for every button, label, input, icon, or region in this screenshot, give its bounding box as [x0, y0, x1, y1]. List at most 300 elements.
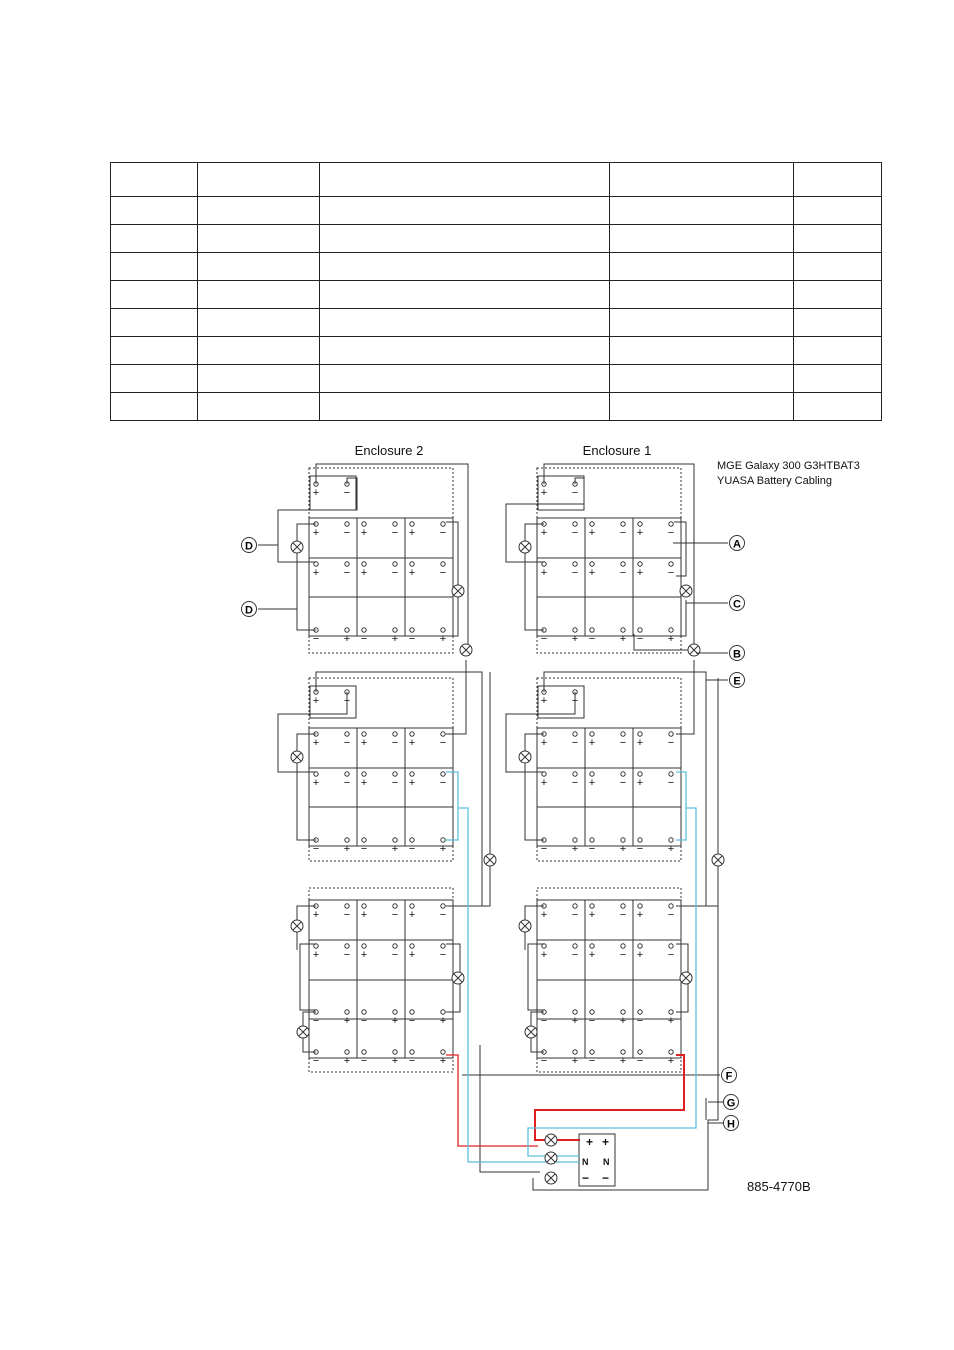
wire	[316, 464, 468, 650]
breaker-plus-right: +	[602, 1135, 610, 1149]
callout-d-upper	[242, 538, 257, 553]
fuse-symbol	[452, 585, 464, 597]
terminal-polarity-mark: +	[391, 1055, 399, 1067]
battery-terminal	[393, 522, 397, 526]
diagram-title-line-1: MGE Galaxy 300 G3HTBAT3	[717, 460, 860, 472]
battery-terminal	[573, 1050, 577, 1054]
terminal-polarity-mark: −	[312, 1015, 320, 1027]
fuse-symbol	[460, 644, 472, 656]
battery-terminal	[590, 1010, 594, 1014]
callout-h	[724, 1116, 739, 1131]
battery-terminal	[410, 522, 414, 526]
terminal-polarity-mark: −	[619, 527, 627, 539]
svg-text:D: D	[245, 604, 253, 617]
terminal-polarity-mark: −	[571, 527, 579, 539]
terminal-polarity-mark: +	[408, 737, 416, 749]
terminal-polarity-mark: +	[571, 843, 579, 855]
battery-terminal	[573, 522, 577, 526]
battery-terminal	[573, 628, 577, 632]
terminal-polarity-mark: −	[636, 1015, 644, 1027]
battery-terminal	[410, 628, 414, 632]
terminal-polarity-mark: +	[312, 567, 320, 579]
battery-terminal	[393, 1050, 397, 1054]
callout-b	[730, 646, 745, 661]
terminal-polarity-mark: −	[667, 527, 675, 539]
terminal-polarity-mark: −	[619, 909, 627, 921]
terminal-polarity-mark: +	[540, 737, 548, 749]
terminal-polarity-mark: +	[588, 777, 596, 789]
callout-c	[730, 596, 745, 611]
terminal-polarity-mark: −	[408, 843, 416, 855]
terminal-polarity-mark: −	[360, 1055, 368, 1067]
terminal-polarity-mark: −	[408, 633, 416, 645]
terminal-polarity-mark: +	[360, 909, 368, 921]
battery-terminal	[590, 772, 594, 776]
battery-terminal	[621, 904, 625, 908]
battery-terminal	[345, 628, 349, 632]
terminal-polarity-mark: +	[588, 527, 596, 539]
battery-terminal	[410, 732, 414, 736]
callout-e	[730, 673, 745, 688]
fuse-symbol	[680, 972, 692, 984]
battery-terminal	[345, 772, 349, 776]
battery-terminal	[621, 772, 625, 776]
terminal-polarity-mark: +	[312, 527, 320, 539]
terminal-polarity-mark: +	[636, 567, 644, 579]
terminal-polarity-mark: +	[588, 567, 596, 579]
battery-terminal	[638, 1010, 642, 1014]
battery-terminal	[621, 1050, 625, 1054]
terminal-polarity-mark: +	[636, 777, 644, 789]
battery-terminal	[345, 522, 349, 526]
fuse-symbol	[680, 585, 692, 597]
terminal-polarity-mark: −	[360, 1015, 368, 1027]
battery-terminal	[362, 772, 366, 776]
terminal-polarity-mark: −	[343, 527, 351, 539]
terminal-polarity-mark: −	[391, 567, 399, 579]
callout-d-lower	[242, 602, 257, 617]
battery-terminal	[362, 628, 366, 632]
battery-terminal	[362, 562, 366, 566]
battery-terminal	[573, 904, 577, 908]
terminal-polarity-mark: +	[588, 909, 596, 921]
svg-text:G: G	[726, 1097, 736, 1110]
battery-terminal	[669, 1050, 673, 1054]
terminal-polarity-mark: +	[667, 843, 675, 855]
battery-terminal	[669, 1010, 673, 1014]
terminal-polarity-mark: +	[571, 1015, 579, 1027]
terminal-polarity-mark: −	[391, 527, 399, 539]
terminal-polarity-mark: −	[571, 777, 579, 789]
enclosure-1-middle-bank	[537, 728, 681, 846]
battery-terminal	[441, 628, 445, 632]
terminal-polarity-mark: −	[312, 843, 320, 855]
terminal-polarity-mark: −	[360, 633, 368, 645]
enclosure-2-bottom-bank	[309, 900, 453, 1058]
terminal-polarity-mark: +	[343, 1015, 351, 1027]
breaker-plus-left: +	[586, 1135, 594, 1149]
terminal-polarity-mark: +	[540, 527, 548, 539]
battery-terminal	[345, 732, 349, 736]
battery-terminal	[345, 562, 349, 566]
terminal-polarity-mark: −	[391, 949, 399, 961]
enclosure-2-middle-bank	[309, 728, 453, 846]
terminal-polarity-mark: +	[360, 527, 368, 539]
battery-terminal	[393, 628, 397, 632]
terminal-polarity-mark: −	[343, 777, 351, 789]
colored-cables	[446, 772, 696, 1162]
terminal-polarity-mark: +	[360, 777, 368, 789]
terminal-polarity-mark: −	[391, 909, 399, 921]
fuse-symbol	[545, 1172, 557, 1184]
battery-terminal	[410, 1010, 414, 1014]
terminal-polarity-mark: +	[540, 777, 548, 789]
terminal-polarity-mark: +	[636, 737, 644, 749]
terminal-polarity-mark: −	[667, 567, 675, 579]
terminal-polarity-mark: −	[439, 777, 447, 789]
battery-terminal	[573, 838, 577, 842]
terminal-polarity-mark: −	[667, 777, 675, 789]
battery-terminal	[441, 732, 445, 736]
terminal-polarity-mark: +	[312, 737, 320, 749]
battery-terminal	[669, 522, 673, 526]
wire	[316, 672, 482, 906]
terminal-polarity-mark: −	[408, 1015, 416, 1027]
fuse-symbol	[519, 751, 531, 763]
terminal-polarity-mark: −	[343, 695, 351, 707]
terminal-polarity-mark: +	[636, 909, 644, 921]
terminal-polarity-mark: +	[343, 843, 351, 855]
wire	[544, 464, 694, 650]
terminal-polarity-mark: −	[571, 567, 579, 579]
svg-text:A: A	[733, 538, 741, 551]
terminal-polarity-mark: −	[571, 487, 579, 499]
svg-text:C: C	[733, 598, 741, 611]
fuse-symbol	[484, 854, 496, 866]
battery-terminal	[362, 944, 366, 948]
terminal-polarity-mark: −	[312, 633, 320, 645]
positive-cable-enclosure-2	[446, 1055, 538, 1146]
neutral-jumper-enclosure-2	[446, 772, 458, 840]
fuse-symbol	[519, 920, 531, 932]
enclosure-2-top-bank	[309, 518, 453, 636]
battery-terminal	[590, 904, 594, 908]
positive-cable-enclosure-1	[535, 1055, 684, 1140]
fuse-symbol	[545, 1152, 557, 1164]
battery-terminal	[573, 944, 577, 948]
wire	[676, 678, 718, 906]
battery-terminal	[621, 628, 625, 632]
battery-terminal	[345, 904, 349, 908]
battery-terminal	[621, 522, 625, 526]
battery-terminal	[393, 1010, 397, 1014]
terminal-polarity-mark: +	[360, 737, 368, 749]
fuse-symbol	[545, 1134, 557, 1146]
battery-terminal	[441, 904, 445, 908]
battery-terminal	[638, 904, 642, 908]
wire	[544, 672, 706, 906]
terminal-polarity-mark: −	[408, 1055, 416, 1067]
breaker-minus-right: −	[602, 1171, 610, 1185]
battery-terminal	[393, 732, 397, 736]
battery-terminal	[345, 838, 349, 842]
battery-terminal	[441, 838, 445, 842]
battery-terminal	[638, 838, 642, 842]
battery-terminal	[669, 628, 673, 632]
battery-terminal	[345, 944, 349, 948]
neutral-cable-enclosure-1	[528, 808, 696, 1156]
terminal-polarity-mark: +	[391, 633, 399, 645]
terminal-polarity-mark: +	[408, 567, 416, 579]
terminal-polarity-mark: −	[619, 777, 627, 789]
battery-terminal	[621, 838, 625, 842]
terminal-polarity-mark: −	[343, 949, 351, 961]
terminal-polarity-mark: +	[619, 1055, 627, 1067]
fuse-symbol	[291, 920, 303, 932]
fuse-symbol	[519, 541, 531, 553]
terminal-polarity-mark: −	[343, 737, 351, 749]
svg-text:B: B	[733, 648, 741, 661]
battery-terminal	[441, 1050, 445, 1054]
battery-terminal	[410, 944, 414, 948]
terminal-polarity-mark: +	[571, 633, 579, 645]
terminal-polarity-mark: +	[312, 909, 320, 921]
terminal-polarity-mark: +	[408, 949, 416, 961]
battery-terminal	[441, 772, 445, 776]
battery-terminal	[441, 562, 445, 566]
terminal-polarity-mark: +	[636, 949, 644, 961]
terminal-polarity-mark: −	[439, 527, 447, 539]
terminal-polarity-mark: −	[540, 633, 548, 645]
terminal-polarity-mark: −	[619, 949, 627, 961]
svg-text:D: D	[245, 540, 253, 553]
terminal-polarity-mark: −	[312, 1055, 320, 1067]
callout-g	[724, 1095, 739, 1110]
battery-terminal	[441, 522, 445, 526]
enclosure-1-label: Enclosure 1	[582, 443, 652, 458]
battery-terminal	[590, 944, 594, 948]
battery-terminal	[362, 1050, 366, 1054]
wire	[674, 522, 686, 576]
battery-terminal	[393, 562, 397, 566]
terminal-polarity-mark: −	[588, 1055, 596, 1067]
battery-terminal	[669, 944, 673, 948]
battery-terminal	[669, 772, 673, 776]
terminal-polarity-mark: −	[540, 1055, 548, 1067]
diagram-title-line-2: YUASA Battery Cabling	[717, 475, 832, 487]
callout-a	[730, 536, 745, 551]
battery-terminal	[590, 1050, 594, 1054]
terminal-polarity-mark: −	[571, 695, 579, 707]
terminal-polarity-mark: +	[312, 777, 320, 789]
terminal-polarity-mark: +	[571, 1055, 579, 1067]
callout-leaders	[258, 543, 728, 1123]
part-number: 885-4770B	[747, 1179, 811, 1194]
terminal-polarity-mark: −	[636, 1055, 644, 1067]
terminal-polarity-mark: −	[343, 487, 351, 499]
battery-terminal	[441, 1010, 445, 1014]
enclosure-1-middle-outline	[537, 678, 681, 861]
enclosure-1-top-outline	[537, 468, 681, 653]
battery-terminal	[393, 838, 397, 842]
terminal-polarity-mark: +	[439, 1055, 447, 1067]
battery-terminal	[410, 562, 414, 566]
battery-terminal	[573, 772, 577, 776]
terminal-polarity-mark: −	[667, 909, 675, 921]
battery-terminal	[590, 522, 594, 526]
terminal-polarity-mark: −	[391, 737, 399, 749]
terminal-layer	[313, 482, 674, 1067]
fuse-symbol	[712, 854, 724, 866]
terminal-polarity-mark: +	[312, 695, 320, 707]
terminal-polarity-mark: +	[588, 949, 596, 961]
battery-terminal	[573, 732, 577, 736]
battery-terminal	[573, 562, 577, 566]
breaker-neutral-right: N	[603, 1157, 610, 1167]
battery-terminal	[669, 562, 673, 566]
terminal-polarity-mark: −	[619, 567, 627, 579]
terminal-polarity-mark: −	[439, 949, 447, 961]
battery-terminal	[621, 562, 625, 566]
battery-terminal	[410, 838, 414, 842]
fuse-symbol	[297, 1026, 309, 1038]
battery-terminal	[638, 562, 642, 566]
terminal-polarity-mark: −	[439, 737, 447, 749]
terminal-polarity-mark: +	[312, 949, 320, 961]
terminal-polarity-mark: +	[408, 909, 416, 921]
enclosure-2-top-outline	[309, 468, 453, 653]
battery-terminal	[638, 522, 642, 526]
terminal-polarity-mark: +	[636, 527, 644, 539]
battery-terminal	[362, 838, 366, 842]
terminal-polarity-mark: +	[667, 1015, 675, 1027]
wire	[446, 522, 458, 636]
fuse-symbol	[688, 644, 700, 656]
wire	[676, 660, 694, 734]
terminal-polarity-mark: −	[439, 567, 447, 579]
wire	[480, 1045, 540, 1172]
terminal-polarity-mark: −	[588, 843, 596, 855]
battery-terminal	[393, 944, 397, 948]
terminal-polarity-mark: −	[636, 633, 644, 645]
wire	[446, 660, 466, 734]
terminal-polarity-mark: +	[391, 1015, 399, 1027]
battery-terminal	[638, 732, 642, 736]
terminal-polarity-mark: +	[439, 843, 447, 855]
battery-terminal	[410, 904, 414, 908]
battery-terminal	[638, 772, 642, 776]
terminal-polarity-mark: −	[619, 737, 627, 749]
battery-terminal	[441, 944, 445, 948]
fuse-symbol	[291, 751, 303, 763]
terminal-polarity-mark: −	[343, 909, 351, 921]
terminal-polarity-mark: +	[540, 909, 548, 921]
terminal-polarity-mark: +	[619, 1015, 627, 1027]
terminal-polarity-mark: +	[439, 633, 447, 645]
battery-terminal	[590, 628, 594, 632]
terminal-polarity-mark: +	[540, 487, 548, 499]
battery-terminal	[362, 1010, 366, 1014]
battery-terminal	[669, 838, 673, 842]
fuse-symbol	[452, 972, 464, 984]
battery-terminal	[393, 904, 397, 908]
battery-terminal	[590, 838, 594, 842]
terminal-polarity-mark: −	[343, 567, 351, 579]
terminal-polarity-mark: −	[360, 843, 368, 855]
neutral-cable-enclosure-2	[458, 808, 580, 1162]
battery-terminal	[669, 904, 673, 908]
terminal-polarity-mark: +	[667, 633, 675, 645]
terminal-polarity-mark: +	[540, 949, 548, 961]
callout-f	[722, 1068, 737, 1083]
svg-text:E: E	[733, 675, 741, 688]
terminal-polarity-mark: −	[667, 949, 675, 961]
terminal-polarity-mark: −	[540, 843, 548, 855]
terminal-polarity-mark: +	[667, 1055, 675, 1067]
terminal-polarity-mark: +	[408, 777, 416, 789]
terminal-polarity-mark: −	[439, 909, 447, 921]
battery-terminal	[638, 628, 642, 632]
enclosure-1-bottom-bank	[537, 900, 681, 1058]
battery-terminal	[362, 904, 366, 908]
enclosure-2-middle-outline	[309, 678, 453, 861]
svg-text:F: F	[725, 1070, 733, 1083]
battery-terminal	[621, 1010, 625, 1014]
battery-terminal	[410, 1050, 414, 1054]
battery-terminal	[621, 732, 625, 736]
terminal-polarity-mark: −	[571, 949, 579, 961]
battery-terminal	[345, 1050, 349, 1054]
terminal-polarity-mark: +	[408, 527, 416, 539]
terminal-polarity-mark: −	[571, 737, 579, 749]
terminal-polarity-mark: +	[343, 1055, 351, 1067]
terminal-polarity-mark: +	[312, 487, 320, 499]
terminal-polarity-mark: −	[636, 843, 644, 855]
terminal-polarity-mark: −	[588, 1015, 596, 1027]
terminal-polarity-mark: +	[619, 843, 627, 855]
battery-terminal	[638, 1050, 642, 1054]
battery-terminal	[669, 732, 673, 736]
battery-terminal	[590, 562, 594, 566]
terminal-polarity-mark: −	[391, 777, 399, 789]
battery-terminal	[621, 944, 625, 948]
breaker-minus-left: −	[582, 1171, 590, 1185]
fuse-symbol	[525, 1026, 537, 1038]
breaker-neutral-left: N	[582, 1157, 589, 1167]
battery-terminal	[590, 732, 594, 736]
fuse-layer	[291, 541, 724, 1184]
battery-terminal	[638, 944, 642, 948]
terminal-polarity-mark: +	[588, 737, 596, 749]
terminal-polarity-mark: −	[667, 737, 675, 749]
terminal-polarity-mark: +	[439, 1015, 447, 1027]
battery-terminal	[362, 732, 366, 736]
battery-terminal	[362, 522, 366, 526]
battery-terminal	[345, 1010, 349, 1014]
enclosure-2-label: Enclosure 2	[354, 443, 424, 458]
terminal-polarity-mark: +	[360, 949, 368, 961]
battery-terminal	[573, 1010, 577, 1014]
terminal-polarity-mark: +	[343, 633, 351, 645]
enclosure-1-top-bank	[537, 518, 681, 636]
terminal-polarity-mark: −	[588, 633, 596, 645]
terminal-polarity-mark: +	[619, 633, 627, 645]
terminal-polarity-mark: −	[571, 909, 579, 921]
terminal-polarity-mark: +	[540, 567, 548, 579]
battery-terminal	[393, 772, 397, 776]
terminal-polarity-mark: −	[540, 1015, 548, 1027]
battery-terminal	[410, 772, 414, 776]
